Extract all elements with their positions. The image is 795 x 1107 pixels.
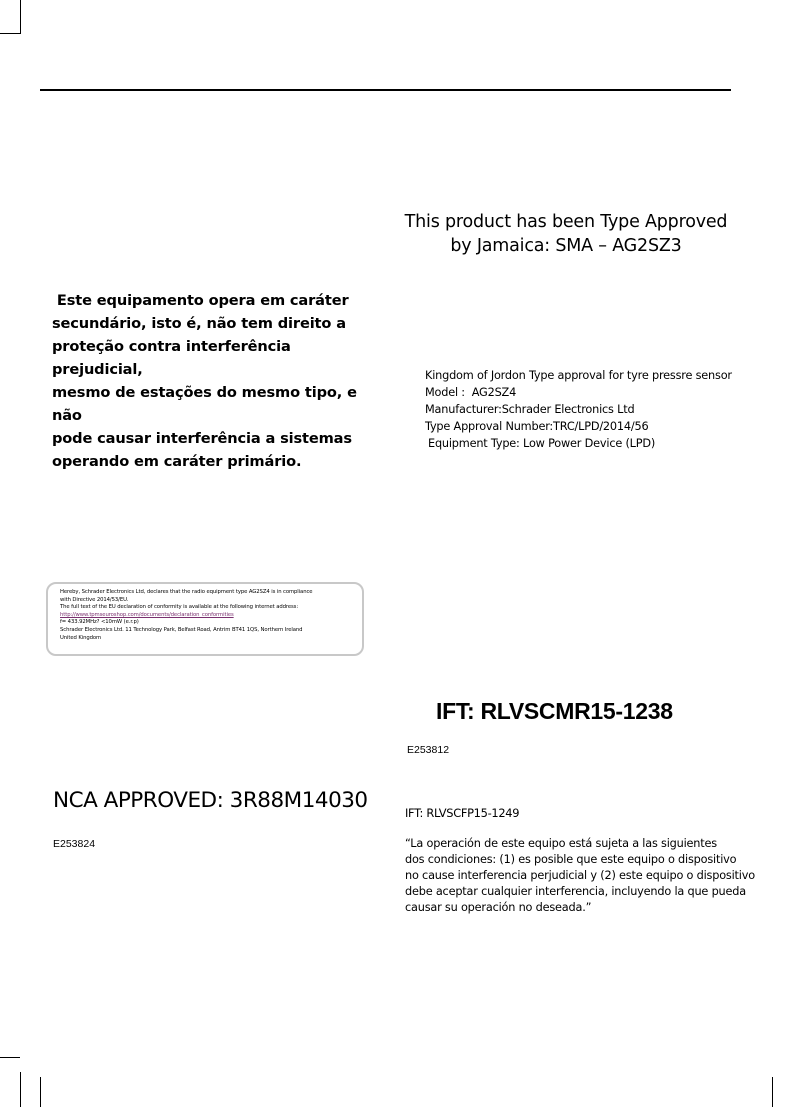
jordan-line: Model : AG2SZ4 [425,386,517,399]
jamaica-line-1: This product has been Type Approved [404,212,728,232]
eu-declaration-link[interactable]: http://www.tpmseuroshop.com/documents/declaration_conformities [60,611,234,618]
eu-line: The full text of the EU declaration of conformity is available at the following internet address: [60,604,299,611]
mexico-notice-line: “La operación de este equipo está sujeta a las siguientes [405,837,717,850]
eu-line: United Kingdom [60,634,102,641]
ift-main-label: IFT: RLVSCMR15-1238 [436,698,673,724]
mexico-notice-line: no cause interferencia perjudicial y (2) este equipo o dispositivo [405,869,755,882]
crop-mark-bottom-mid-v [40,1077,41,1107]
brazil-line: pode causar interferência a sistemas [52,430,352,447]
crop-mark-bottom-right-v [772,1077,773,1107]
mexico-notice [405,836,755,916]
jordan-line: Type Approval Number:TRC/LPD/2014/56 [425,420,649,433]
eu-declaration-box [46,582,364,656]
brazil-notice [52,289,372,473]
crop-mark-bottom-left-v [20,1072,21,1107]
jamaica-line-2: by Jamaica: SMA – AG2SZ3 [450,236,682,256]
eu-line: Schrader Electronics Ltd. 11 Technology Park, Belfast Road, Antrim BT41 1QS, Northern Ireland [60,626,303,633]
mexico-notice-line: dos condiciones: (1) es posible que este equipo o dispositivo [405,853,737,866]
eu-line: f= 433.92MHz? <10mW (e.r.p) [60,619,139,626]
mexico-notice-line: causar su operación no deseada.” [405,901,592,914]
crop-mark-top-left-v [20,0,21,34]
image-code-nigeria: E253824 [53,838,96,850]
image-code-mexico: E253812 [407,744,450,756]
brazil-line: operando em caráter primário. [52,453,302,470]
brazil-line: Este equipamento opera em caráter [52,292,349,309]
jamaica-approval [398,210,734,258]
jordan-line: Kingdom of Jordon Type approval for tyre pressre sensor [425,369,732,382]
jordan-line: Manufacturer:Schrader Electronics Ltd [425,403,635,416]
nca-approval-label: NCA APPROVED: 3R88M14030 [53,788,368,813]
eu-line: with Directive 2014/53/EU. [60,596,129,603]
brazil-line: proteção contra interferência prejudicial, [52,338,291,378]
ift-secondary-label: IFT: RLVSCFP15-1249 [405,806,520,820]
header-rule [40,89,731,91]
brazil-line: secundário, isto é, não tem direito a [52,315,346,332]
jordan-approval [425,367,755,452]
mexico-notice-line: debe aceptar cualquier interferencia, incluyendo la que pueda [405,885,746,898]
jordan-line: Equipment Type: Low Power Device (LPD) [428,437,656,450]
crop-mark-top-left-h [0,33,20,34]
crop-mark-bottom-left-h [0,1057,20,1058]
eu-line: Hereby, Schrader Electronics Ltd, declares that the radio equipment type AG2SZ4 is in compliance [60,589,313,595]
brazil-line: mesmo de estações do mesmo tipo, e não [52,384,357,424]
